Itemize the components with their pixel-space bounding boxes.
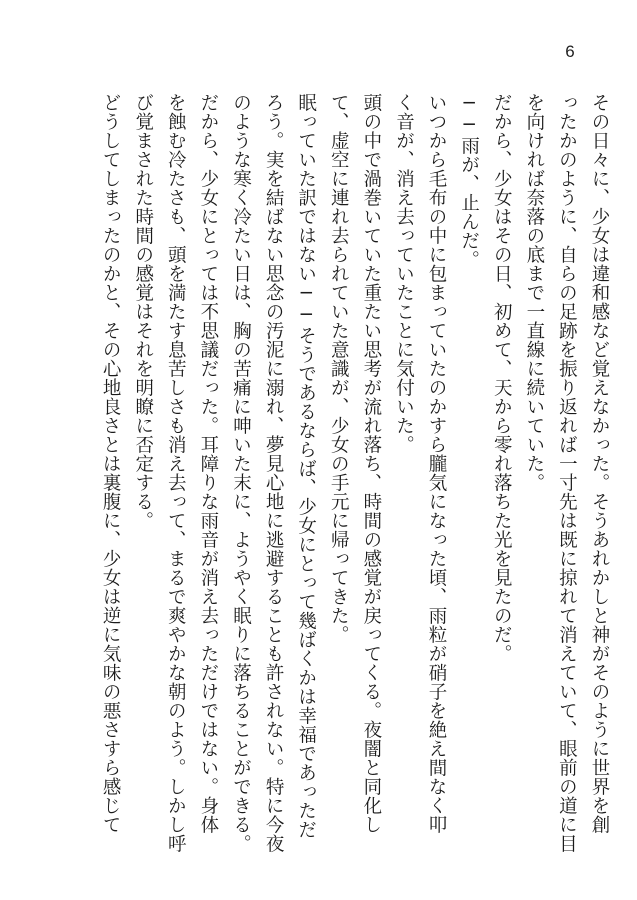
text-line: て、虚空に連れ去られていた意識が、少女の手元に帰ってきた。 [328,93,350,644]
text-line: を蝕む冷たさも、頭を満たす息苦しさも消え去って、まるで爽やかな朝のよう。しかし呼 [165,93,187,853]
text-line: び覚まされた時間の感覚はそれを明瞭に否定する。 [132,93,154,530]
text-line: ったかのように、自らの足跡を振り返れば一寸先は既に掠れて消えていて、眼前の道に目 [556,93,578,853]
body-text [94,93,616,883]
text-line: ──雨が、止んだ。 [458,93,480,269]
page-number: 6 [565,42,575,61]
text-line: ろう。実を結ばない思念の汚泥に溺れ、夢見心地に逃避することも許されない。特に今夜 [263,93,285,853]
text-line: いつから毛布の中に包まっていたのかすら朧気になった頃、雨粒が硝子を絶え間なく叩 [426,93,448,834]
text-line: だから、少女はその日、初めて、天から零れ落ちた光を見たのだ。 [491,93,513,663]
text-line: その日々に、少女は違和感など覚えなかった。そうあれかしと神がそのように世界を創 [589,93,610,834]
text-line: 頭の中で渦巻いていた重たい思考が流れ落ち、時間の感覚が戻ってくる。夜闇と同化し [360,93,382,834]
text-line: 眠っていた訳ではない──そうであるならば、少女にとって幾ばくかは幸福であっただ [295,93,317,839]
text-line: を向ければ奈落の底まで一直線に続いていた。 [523,93,545,492]
text-line: だから、少女にとっては不思議だった。耳障りな雨音が消え去っただけではない。身体 [197,93,219,834]
text-line: のような寒く冷たい日は、胸の苦痛に呻いた末に、ようやく眠りに落ちることができる。 [230,93,252,853]
text-line: く音が、消え去っていたことに気付いた。 [393,93,415,454]
text-line: どうしてしまったのかと、その心地良さとは裏腹に、少女は逆に気味の悪さすら感じて [100,93,122,834]
